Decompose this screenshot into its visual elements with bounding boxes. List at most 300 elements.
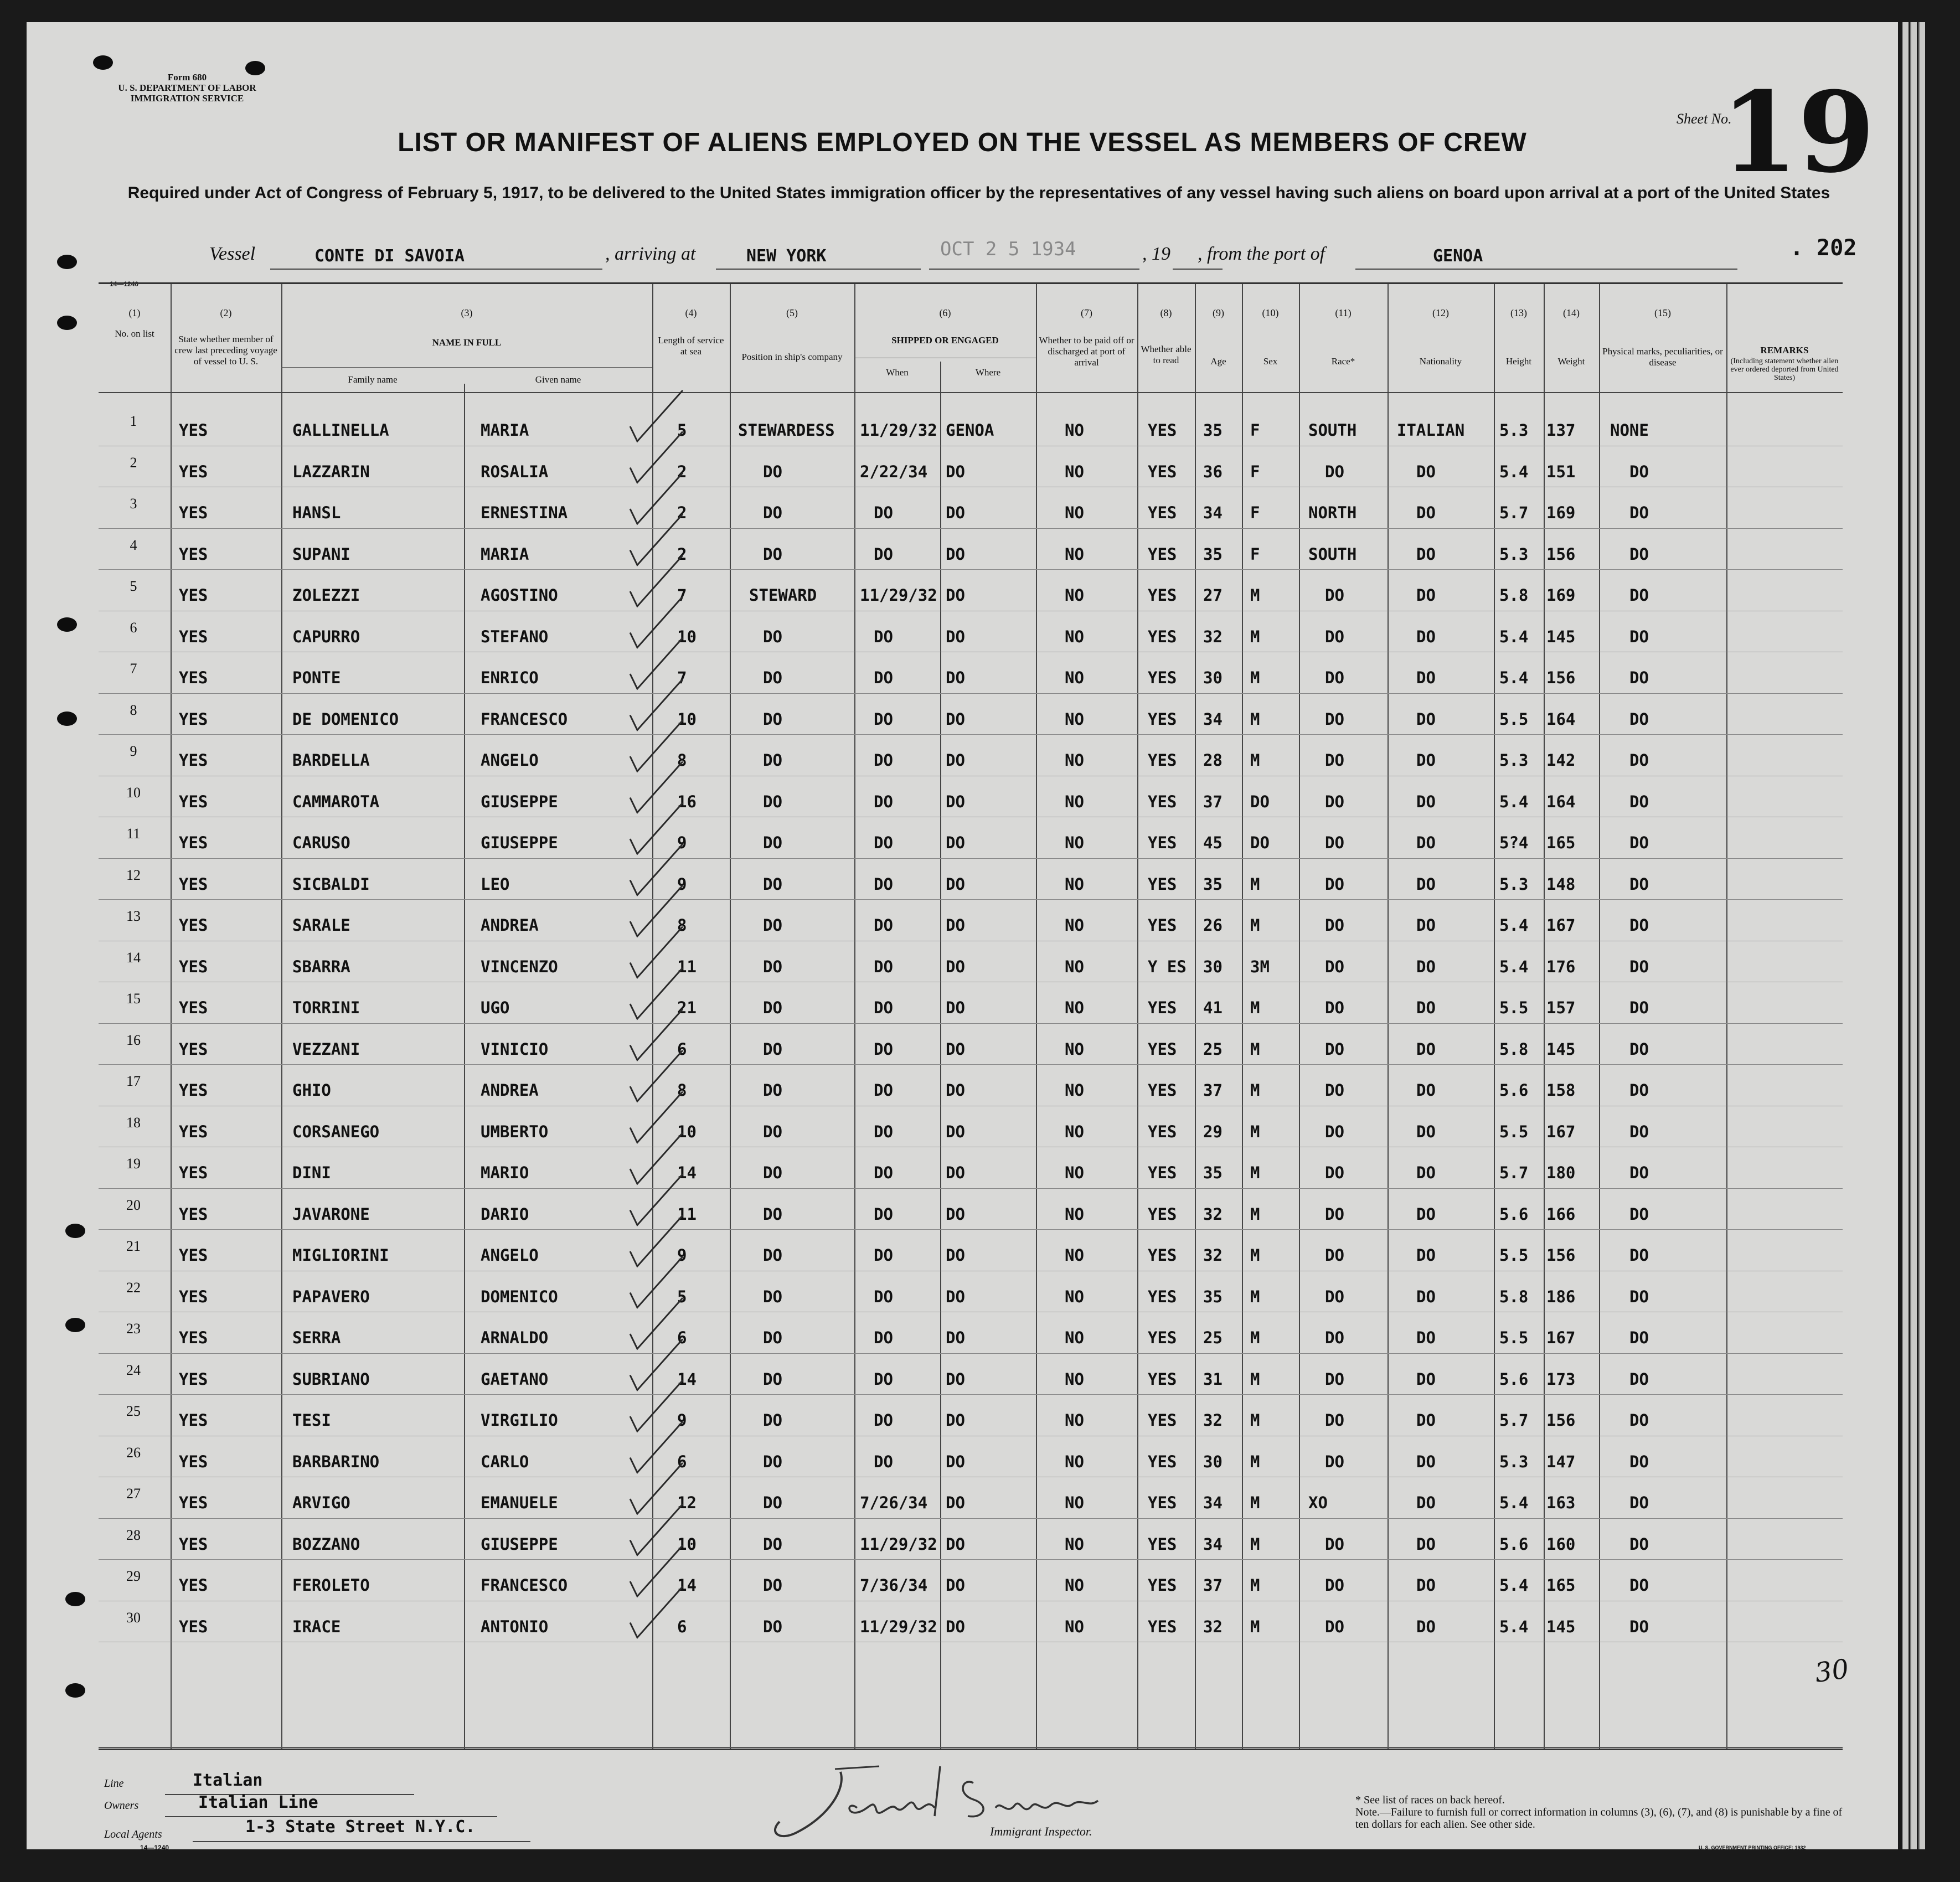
cell-state: YES bbox=[179, 916, 208, 935]
cell-where: DO bbox=[946, 503, 965, 522]
cell-where: DO bbox=[946, 544, 965, 564]
cell-sex: M bbox=[1250, 586, 1260, 605]
cell-sex: F bbox=[1250, 462, 1260, 481]
row-number: 13 bbox=[126, 908, 141, 924]
cell-age: 32 bbox=[1203, 1411, 1223, 1430]
cell-sex: M bbox=[1250, 1204, 1260, 1224]
cell-nat: DO bbox=[1416, 792, 1436, 811]
cell-nat: DO bbox=[1416, 1369, 1436, 1389]
cell-where: DO bbox=[946, 586, 965, 605]
year-label: , 19 bbox=[1142, 244, 1170, 264]
cell-race: DO bbox=[1325, 1204, 1344, 1224]
cell-paid: NO bbox=[1065, 1617, 1084, 1636]
cell-read: YES bbox=[1148, 1534, 1177, 1554]
cell-race: DO bbox=[1325, 1369, 1344, 1389]
cell-sex: M bbox=[1250, 668, 1260, 687]
header-state: State whether member of crew last preceding voyage of vessel to U. S. bbox=[174, 334, 277, 367]
check-mark bbox=[630, 1298, 683, 1349]
cell-paid: NO bbox=[1065, 1081, 1084, 1100]
cell-nat: DO bbox=[1416, 833, 1436, 852]
check-mark bbox=[630, 1009, 683, 1060]
cell-paid: NO bbox=[1065, 1287, 1084, 1306]
cell-state: YES bbox=[179, 833, 208, 852]
check-mark bbox=[630, 1133, 683, 1184]
cell-marks: DO bbox=[1629, 874, 1649, 894]
cell-read: YES bbox=[1148, 1576, 1177, 1595]
cell-marks: DO bbox=[1629, 1452, 1649, 1471]
cell-state: YES bbox=[179, 1204, 208, 1224]
header-weight: Weight bbox=[1557, 356, 1585, 367]
cell-read: YES bbox=[1148, 1493, 1177, 1512]
col-number: (6) bbox=[939, 307, 951, 318]
cell-height: 5.8 bbox=[1499, 586, 1529, 605]
cell-weight: 165 bbox=[1546, 1576, 1576, 1595]
cell-length: 8 bbox=[677, 916, 687, 935]
cell-weight: 145 bbox=[1546, 1617, 1576, 1636]
cell-height: 5.4 bbox=[1499, 957, 1529, 976]
cell-when: DO bbox=[874, 627, 893, 646]
col-number: (12) bbox=[1432, 307, 1449, 318]
cell-position: DO bbox=[763, 833, 782, 852]
cell-given: ANTONIO bbox=[481, 1617, 549, 1636]
cell-age: 30 bbox=[1203, 957, 1223, 976]
row-number: 24 bbox=[126, 1362, 141, 1378]
cell-state: YES bbox=[179, 709, 208, 729]
cell-given: ANGELO bbox=[481, 1246, 539, 1265]
cell-paid: NO bbox=[1065, 916, 1084, 935]
cell-length: 12 bbox=[677, 1493, 697, 1512]
check-mark bbox=[630, 762, 683, 813]
cell-state: YES bbox=[179, 998, 208, 1017]
cell-given: EMANUELE bbox=[481, 1493, 558, 1512]
cell-family: PAPAVERO bbox=[292, 1287, 370, 1306]
cell-height: 5.4 bbox=[1499, 668, 1529, 687]
cell-where: DO bbox=[946, 1122, 965, 1141]
cell-where: DO bbox=[946, 1287, 965, 1306]
cell-state: YES bbox=[179, 627, 208, 646]
row-number: 23 bbox=[126, 1321, 141, 1337]
cell-read: YES bbox=[1148, 833, 1177, 852]
cell-length: 8 bbox=[677, 751, 687, 770]
row-number: 27 bbox=[126, 1486, 141, 1502]
cell-read: YES bbox=[1148, 627, 1177, 646]
arriving-port: NEW YORK bbox=[746, 246, 827, 266]
cell-family: BARBARINO bbox=[292, 1452, 380, 1471]
cell-marks: DO bbox=[1629, 668, 1649, 687]
cell-where: DO bbox=[946, 1328, 965, 1347]
cell-given: ANGELO bbox=[481, 751, 539, 770]
cell-family: CARUSO bbox=[292, 833, 350, 852]
cell-age: 32 bbox=[1203, 627, 1223, 646]
cell-weight: 186 bbox=[1546, 1287, 1576, 1306]
cell-when: DO bbox=[874, 792, 893, 811]
cell-weight: 148 bbox=[1546, 874, 1576, 894]
cell-marks: DO bbox=[1629, 751, 1649, 770]
cell-state: YES bbox=[179, 1287, 208, 1306]
cell-age: 37 bbox=[1203, 1081, 1223, 1100]
cell-paid: NO bbox=[1065, 1122, 1084, 1141]
cell-weight: 147 bbox=[1546, 1452, 1576, 1471]
header-no: No. on list bbox=[115, 328, 154, 339]
cell-position: DO bbox=[763, 1411, 782, 1430]
cell-paid: NO bbox=[1065, 1246, 1084, 1265]
cell-height: 5.4 bbox=[1499, 462, 1529, 481]
cell-marks: DO bbox=[1629, 916, 1649, 935]
cell-length: 7 bbox=[677, 586, 687, 605]
cell-age: 34 bbox=[1203, 503, 1223, 522]
header-position: Position in ship's company bbox=[741, 352, 843, 362]
cell-read: YES bbox=[1148, 544, 1177, 564]
cell-where: DO bbox=[946, 998, 965, 1017]
cell-given: ENRICO bbox=[481, 668, 539, 687]
cell-length: 7 bbox=[677, 668, 687, 687]
row-number: 7 bbox=[130, 661, 137, 677]
row-number: 21 bbox=[126, 1238, 141, 1254]
cell-height: 5.3 bbox=[1499, 544, 1529, 564]
cell-given: DARIO bbox=[481, 1204, 529, 1224]
form-department: U. S. DEPARTMENT OF LABOR bbox=[118, 83, 256, 93]
header-remarks-sub: (Including statement whether alien ever ordered deported from United States) bbox=[1730, 357, 1839, 382]
cell-race: DO bbox=[1325, 1122, 1344, 1141]
header-shipped: SHIPPED OR ENGAGED bbox=[891, 335, 999, 346]
row-number: 18 bbox=[126, 1114, 141, 1131]
col-number: (2) bbox=[220, 307, 232, 318]
cell-when: 11/29/32 bbox=[860, 1534, 937, 1554]
cell-marks: DO bbox=[1629, 709, 1649, 729]
cell-sex: M bbox=[1250, 1163, 1260, 1182]
cell-sex: M bbox=[1250, 1122, 1260, 1141]
cell-marks: DO bbox=[1629, 1122, 1649, 1141]
cell-height: 5.6 bbox=[1499, 1369, 1529, 1389]
cell-length: 6 bbox=[677, 1328, 687, 1347]
agents-value: 1-3 State Street N.Y.C. bbox=[245, 1817, 476, 1837]
cell-weight: 167 bbox=[1546, 1328, 1576, 1347]
cell-length: 10 bbox=[677, 627, 697, 646]
cell-weight: 167 bbox=[1546, 1122, 1576, 1141]
cell-when: DO bbox=[874, 1081, 893, 1100]
cell-nat: DO bbox=[1416, 1534, 1436, 1554]
cell-height: 5.6 bbox=[1499, 1534, 1529, 1554]
cell-given: VINICIO bbox=[481, 1039, 549, 1059]
cell-nat: DO bbox=[1416, 709, 1436, 729]
cell-age: 34 bbox=[1203, 1534, 1223, 1554]
check-mark bbox=[630, 1339, 683, 1390]
cell-given: GIUSEPPE bbox=[481, 1534, 558, 1554]
cell-sex: 3M bbox=[1250, 957, 1270, 976]
cell-where: DO bbox=[946, 874, 965, 894]
header-read: Whether able to read bbox=[1141, 344, 1192, 365]
cell-age: 27 bbox=[1203, 586, 1223, 605]
cell-weight: 145 bbox=[1546, 627, 1576, 646]
cell-weight: 137 bbox=[1546, 421, 1576, 440]
cell-paid: NO bbox=[1065, 751, 1084, 770]
row-number: 30 bbox=[126, 1609, 141, 1626]
cell-sex: M bbox=[1250, 1534, 1260, 1554]
cell-when: 2/22/34 bbox=[860, 462, 928, 481]
cell-given: MARIA bbox=[481, 421, 529, 440]
cell-weight: 173 bbox=[1546, 1369, 1576, 1389]
cell-sex: M bbox=[1250, 1039, 1260, 1059]
cell-given: DOMENICO bbox=[481, 1287, 558, 1306]
cell-family: IRACE bbox=[292, 1617, 341, 1636]
cell-length: 5 bbox=[677, 421, 687, 440]
cell-length: 14 bbox=[677, 1576, 697, 1595]
cell-family: SBARRA bbox=[292, 957, 350, 976]
cell-marks: DO bbox=[1629, 627, 1649, 646]
cell-height: 5.7 bbox=[1499, 1163, 1529, 1182]
cell-when: DO bbox=[874, 668, 893, 687]
cell-family: HANSL bbox=[292, 503, 341, 522]
cell-family: GHIO bbox=[292, 1081, 331, 1100]
cell-race: DO bbox=[1325, 627, 1344, 646]
cell-family: ZOLEZZI bbox=[292, 586, 360, 605]
cell-state: YES bbox=[179, 1369, 208, 1389]
from-port-label: , from the port of bbox=[1198, 244, 1325, 264]
cell-where: DO bbox=[946, 957, 965, 976]
row-number: 2 bbox=[130, 454, 137, 471]
page-edge bbox=[1918, 22, 1925, 1849]
cell-sex: M bbox=[1250, 1287, 1260, 1306]
cell-read: YES bbox=[1148, 586, 1177, 605]
cell-family: BARDELLA bbox=[292, 751, 370, 770]
cell-nat: DO bbox=[1416, 462, 1436, 481]
form-service: IMMIGRATION SERVICE bbox=[130, 93, 244, 104]
cell-race: SOUTH bbox=[1308, 421, 1357, 440]
cell-marks: DO bbox=[1629, 1493, 1649, 1512]
cell-age: 32 bbox=[1203, 1204, 1223, 1224]
cell-age: 45 bbox=[1203, 833, 1223, 852]
cell-paid: NO bbox=[1065, 586, 1084, 605]
cell-height: 5.8 bbox=[1499, 1287, 1529, 1306]
row-number: 4 bbox=[130, 537, 137, 553]
cell-given: GIUSEPPE bbox=[481, 792, 558, 811]
cell-marks: DO bbox=[1629, 833, 1649, 852]
cell-age: 35 bbox=[1203, 874, 1223, 894]
check-mark bbox=[630, 1422, 683, 1473]
cell-paid: NO bbox=[1065, 503, 1084, 522]
sheet-label: Sheet No. bbox=[1677, 111, 1732, 127]
cell-family: FEROLETO bbox=[292, 1576, 370, 1595]
cell-paid: NO bbox=[1065, 421, 1084, 440]
cell-position: DO bbox=[763, 874, 782, 894]
cell-position: DO bbox=[763, 1081, 782, 1100]
owners-value: Italian Line bbox=[198, 1793, 318, 1812]
cell-position: DO bbox=[763, 462, 782, 481]
cell-sex: M bbox=[1250, 1246, 1260, 1265]
cell-paid: NO bbox=[1065, 544, 1084, 564]
cell-weight: 157 bbox=[1546, 998, 1576, 1017]
header-where: Where bbox=[975, 367, 1001, 378]
cell-position: DO bbox=[763, 1039, 782, 1059]
cell-age: 25 bbox=[1203, 1039, 1223, 1059]
check-mark bbox=[630, 473, 683, 524]
cell-when: DO bbox=[874, 709, 893, 729]
cell-height: 5.4 bbox=[1499, 916, 1529, 935]
col-number: (1) bbox=[128, 307, 141, 318]
row-number: 26 bbox=[126, 1444, 141, 1461]
col-number: (9) bbox=[1213, 307, 1224, 318]
cell-nat: DO bbox=[1416, 544, 1436, 564]
cell-height: 5.4 bbox=[1499, 1617, 1529, 1636]
inspector-label: Immigrant Inspector. bbox=[990, 1824, 1092, 1838]
cell-height: 5.3 bbox=[1499, 1452, 1529, 1471]
header-given-name: Given name bbox=[535, 374, 581, 385]
cell-height: 5.5 bbox=[1499, 1122, 1529, 1141]
cell-height: 5.4 bbox=[1499, 1493, 1529, 1512]
cell-when: DO bbox=[874, 1246, 893, 1265]
col-number: (13) bbox=[1510, 307, 1527, 318]
cell-sex: M bbox=[1250, 1411, 1260, 1430]
cell-read: YES bbox=[1148, 503, 1177, 522]
cell-where: DO bbox=[946, 833, 965, 852]
cell-race: DO bbox=[1325, 998, 1344, 1017]
cell-age: 30 bbox=[1203, 1452, 1223, 1471]
cell-sex: M bbox=[1250, 1576, 1260, 1595]
cell-height: 5.5 bbox=[1499, 1246, 1529, 1265]
cell-sex: M bbox=[1250, 1369, 1260, 1389]
cell-where: DO bbox=[946, 668, 965, 687]
arriving-label: , arriving at bbox=[605, 244, 696, 264]
agents-label: Local Agents bbox=[104, 1828, 162, 1840]
cell-read: YES bbox=[1148, 421, 1177, 440]
cell-position: DO bbox=[763, 709, 782, 729]
form-number: Form 680 bbox=[167, 72, 207, 83]
cell-length: 9 bbox=[677, 1411, 687, 1430]
cell-marks: DO bbox=[1629, 1576, 1649, 1595]
col-number: (3) bbox=[461, 307, 473, 318]
cell-state: YES bbox=[179, 1534, 208, 1554]
cell-sex: M bbox=[1250, 998, 1260, 1017]
cell-nat: DO bbox=[1416, 957, 1436, 976]
header-when: When bbox=[886, 367, 909, 378]
cell-given: ARNALDO bbox=[481, 1328, 549, 1347]
cell-when: DO bbox=[874, 1369, 893, 1389]
cell-read: YES bbox=[1148, 462, 1177, 481]
check-mark bbox=[630, 555, 683, 606]
cell-state: YES bbox=[179, 421, 208, 440]
cell-age: 26 bbox=[1203, 916, 1223, 935]
cell-state: YES bbox=[179, 1163, 208, 1182]
cell-state: YES bbox=[179, 668, 208, 687]
cell-sex: F bbox=[1250, 421, 1260, 440]
cell-marks: DO bbox=[1629, 792, 1649, 811]
cell-given: VIRGILIO bbox=[481, 1411, 558, 1430]
cell-marks: DO bbox=[1629, 462, 1649, 481]
check-mark bbox=[630, 679, 683, 730]
cell-sex: M bbox=[1250, 709, 1260, 729]
cell-position: DO bbox=[763, 1122, 782, 1141]
row-number: 20 bbox=[126, 1197, 141, 1213]
check-mark bbox=[630, 514, 683, 565]
cell-where: DO bbox=[946, 1534, 965, 1554]
header-remarks: REMARKS bbox=[1760, 345, 1809, 355]
cell-state: YES bbox=[179, 1081, 208, 1100]
cell-marks: DO bbox=[1629, 1163, 1649, 1182]
cell-family: CAMMAROTA bbox=[292, 792, 380, 811]
cell-paid: NO bbox=[1065, 668, 1084, 687]
cell-sex: M bbox=[1250, 874, 1260, 894]
cell-state: YES bbox=[179, 1246, 208, 1265]
cell-sex: DO bbox=[1250, 792, 1270, 811]
cell-height: 5.7 bbox=[1499, 503, 1529, 522]
cell-weight: 163 bbox=[1546, 1493, 1576, 1512]
cell-paid: NO bbox=[1065, 462, 1084, 481]
cell-length: 6 bbox=[677, 1617, 687, 1636]
cell-length: 16 bbox=[677, 792, 697, 811]
cell-marks: DO bbox=[1629, 586, 1649, 605]
cell-sex: M bbox=[1250, 1493, 1260, 1512]
cell-position: DO bbox=[763, 668, 782, 687]
cell-age: 35 bbox=[1203, 1163, 1223, 1182]
cell-given: LEO bbox=[481, 874, 510, 894]
header-age: Age bbox=[1210, 356, 1226, 367]
header-length: Length of service at sea bbox=[658, 335, 724, 357]
row-number: 3 bbox=[130, 496, 137, 512]
cell-where: DO bbox=[946, 627, 965, 646]
cell-when: 11/29/32 bbox=[860, 421, 937, 440]
date-stamp: OCT 2 5 1934 bbox=[940, 238, 1076, 260]
cell-state: YES bbox=[179, 874, 208, 894]
col-number: (7) bbox=[1081, 307, 1092, 318]
cell-paid: NO bbox=[1065, 998, 1084, 1017]
cell-state: YES bbox=[179, 586, 208, 605]
cell-when: 11/29/32 bbox=[860, 586, 937, 605]
page-edge bbox=[1902, 22, 1909, 1849]
cell-race: DO bbox=[1325, 792, 1344, 811]
cell-marks: DO bbox=[1629, 998, 1649, 1017]
cell-family: SUPANI bbox=[292, 544, 350, 564]
row-number: 5 bbox=[130, 578, 137, 594]
cell-when: DO bbox=[874, 1452, 893, 1471]
cell-race: NORTH bbox=[1308, 503, 1357, 522]
header-height: Height bbox=[1505, 356, 1532, 367]
page-subtitle: Required under Act of Congress of February 5, 1917, to be delivered to the United States immigration officer by the representatives of any vessel having such aliens on board upon arrival at a port of the United States bbox=[127, 184, 1830, 202]
cell-marks: DO bbox=[1629, 1617, 1649, 1636]
cell-weight: 142 bbox=[1546, 751, 1576, 770]
line-value: Italian bbox=[193, 1771, 263, 1790]
cell-nat: DO bbox=[1416, 1039, 1436, 1059]
cell-paid: NO bbox=[1065, 1369, 1084, 1389]
cell-height: 5.8 bbox=[1499, 1039, 1529, 1059]
check-mark bbox=[630, 927, 683, 978]
cell-marks: DO bbox=[1629, 1328, 1649, 1347]
cell-marks: DO bbox=[1629, 1204, 1649, 1224]
cell-length: 9 bbox=[677, 874, 687, 894]
cell-when: DO bbox=[874, 544, 893, 564]
cell-given: MARIO bbox=[481, 1163, 529, 1182]
cell-sex: DO bbox=[1250, 833, 1270, 852]
cell-length: 11 bbox=[677, 957, 697, 976]
cell-nat: DO bbox=[1416, 751, 1436, 770]
cell-where: DO bbox=[946, 1246, 965, 1265]
cell-paid: NO bbox=[1065, 1163, 1084, 1182]
cell-position: DO bbox=[763, 1369, 782, 1389]
cell-family: PONTE bbox=[292, 668, 341, 687]
cell-read: YES bbox=[1148, 709, 1177, 729]
cell-nat: DO bbox=[1416, 627, 1436, 646]
cell-nat: ITALIAN bbox=[1397, 421, 1465, 440]
col-number: (8) bbox=[1160, 307, 1172, 318]
cell-nat: DO bbox=[1416, 1081, 1436, 1100]
cell-family: GALLINELLA bbox=[292, 421, 389, 440]
cell-weight: 164 bbox=[1546, 792, 1576, 811]
cell-where: DO bbox=[946, 916, 965, 935]
cell-sex: M bbox=[1250, 1081, 1260, 1100]
cell-read: YES bbox=[1148, 874, 1177, 894]
header-paid: Whether to be paid off or discharged at port of arrival bbox=[1039, 335, 1134, 368]
cell-when: DO bbox=[874, 874, 893, 894]
cell-nat: DO bbox=[1416, 874, 1436, 894]
